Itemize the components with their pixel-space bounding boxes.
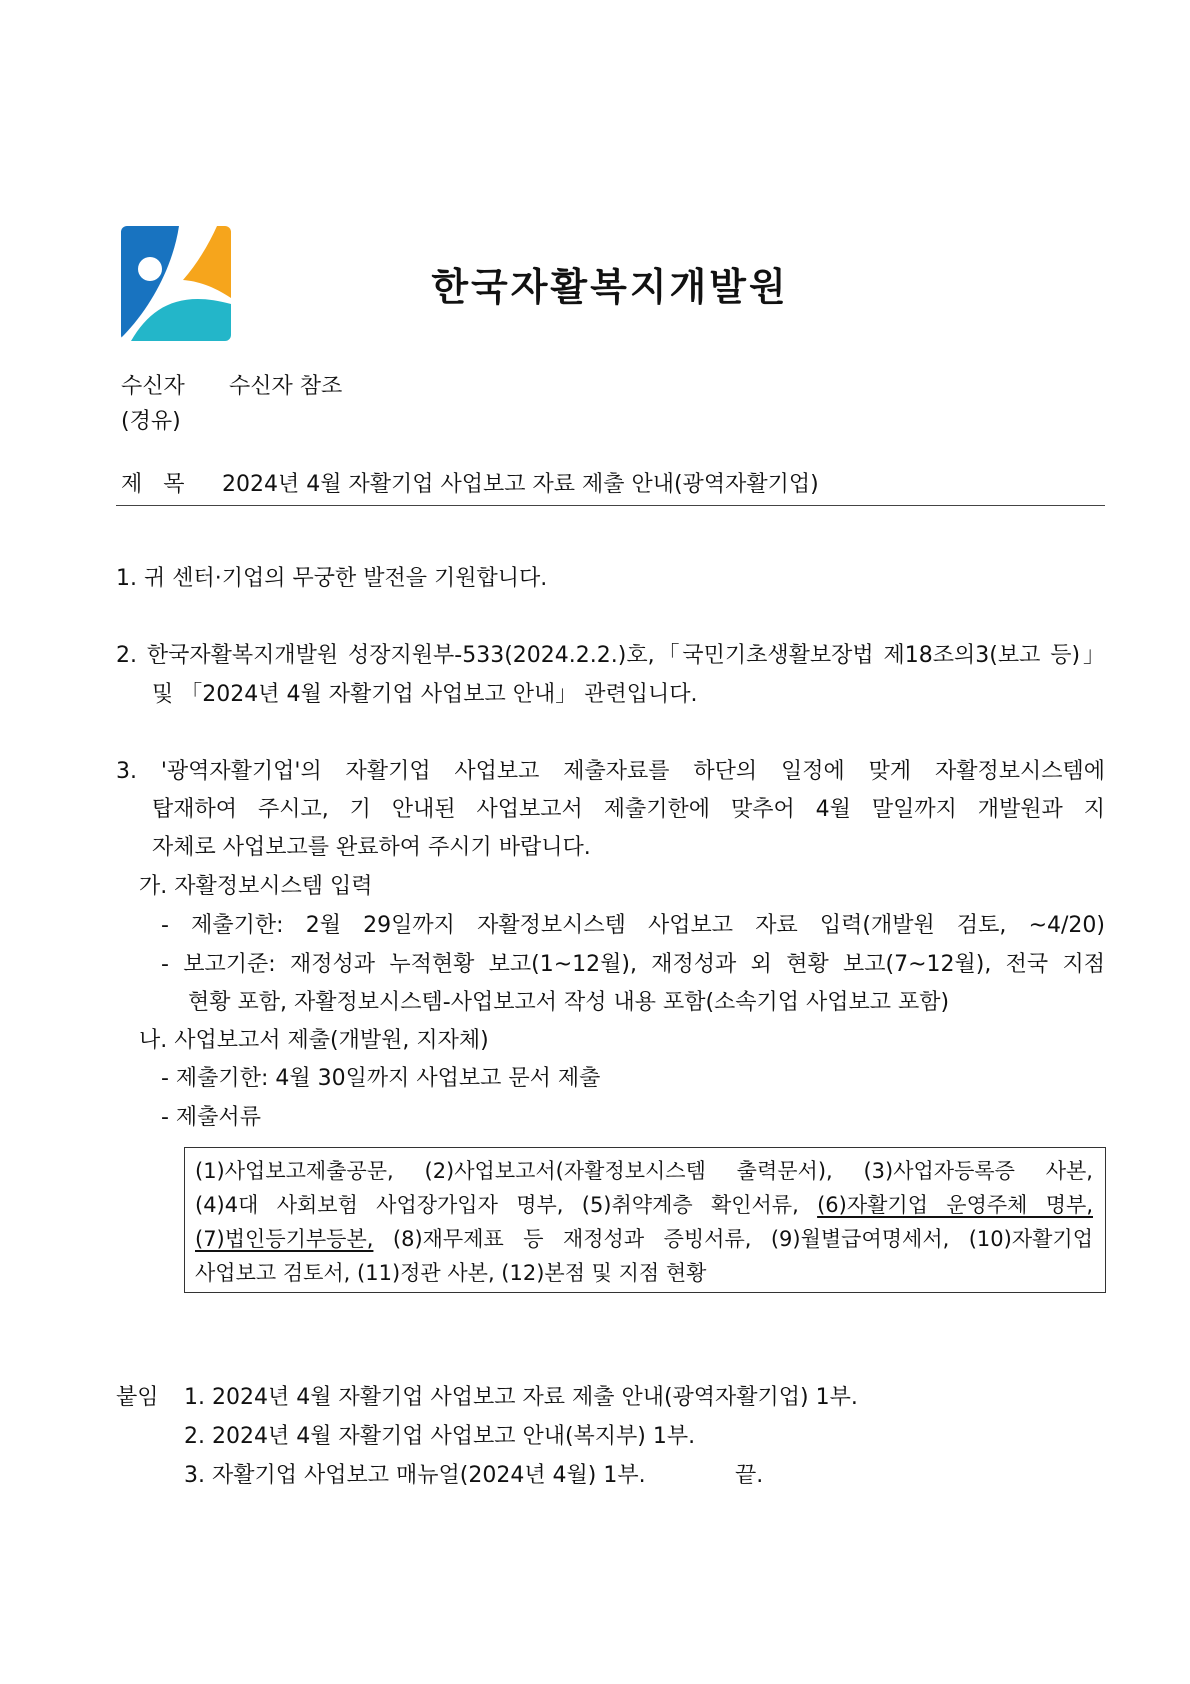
paragraph-3-line-3: 자체로 사업보고를 완료하여 주시기 바랍니다. [152, 835, 591, 860]
organization-logo [121, 226, 231, 341]
paragraph-3-line-2: 탑재하여 주시고, 기 안내된 사업보고서 제출기한에 맞추어 4월 말일까지 개발원과 지 [152, 797, 1105, 822]
subject-divider [116, 505, 1105, 506]
documents-line-2-underlined: (6)자활기업 운영주체 명부, [817, 1193, 1093, 1217]
section-ga-heading: 가. 자활정보시스템 입력 [139, 874, 373, 899]
organization-name: 한국자활복지개발원 [431, 265, 789, 309]
documents-line-3-underlined: (7)법인등기부등본, [195, 1227, 374, 1251]
recipient-label: 수신자 [121, 374, 185, 399]
attachment-2: 2. 2024년 4월 자활기업 사업보고 안내(복지부) 1부. [184, 1424, 696, 1449]
end-mark: 끝. [735, 1463, 764, 1488]
section-na-item-2: - 제출서류 [161, 1105, 261, 1130]
recipient-value: 수신자 참조 [229, 374, 343, 399]
section-na-item-1: - 제출기한: 4월 30일까지 사업보고 문서 제출 [161, 1066, 601, 1091]
section-ga-item-2-line-2: 현황 포함, 자활정보시스템-사업보고서 작성 내용 포함(소속기업 사업보고 포함) [188, 990, 950, 1015]
paragraph-3-line-1: 3. '광역자활기업'의 자활기업 사업보고 제출자료를 하단의 일정에 맞게 자활정보시스템에 [116, 759, 1105, 784]
paragraph-1: 1. 귀 센터·기업의 무궁한 발전을 기원합니다. [116, 566, 548, 591]
documents-line-3 [195, 1224, 1093, 1254]
documents-line-2 [195, 1190, 1093, 1220]
section-ga-item-2-line-1: - 보고기준: 재정성과 누적현황 보고(1~12월), 재정성과 외 현황 보고(7~12월), 전국 지점 [161, 952, 1105, 977]
documents-box [184, 1147, 1106, 1293]
subject-label: 제 목 [121, 472, 185, 497]
documents-line-2-a: (4)4대 사회보험 사업장가입자 명부, (5)취약계층 확인서류, [195, 1193, 818, 1217]
documents-line-4: 사업보고 검토서, (11)정관 사본, (12)본점 및 지점 현황 [195, 1261, 707, 1285]
documents-line-1: (1)사업보고제출공문, (2)사업보고서(자활정보시스템 출력문서), (3)사업자등록증 사본, [195, 1159, 1093, 1183]
via-label: (경유) [121, 409, 181, 434]
attachments-label: 붙임 [116, 1385, 159, 1410]
paragraph-2-line-2: 및 「2024년 4월 자활기업 사업보고 안내」 관련입니다. [152, 682, 698, 707]
paragraph-2-line-1: 2. 한국자활복지개발원 성장지원부-533(2024.2.2.)호,「국민기초생활보장법 제18조의3(보고 등)」 [116, 643, 1105, 668]
attachment-1: 1. 2024년 4월 자활기업 사업보고 자료 제출 안내(광역자활기업) 1부. [184, 1385, 858, 1410]
attachment-3: 3. 자활기업 사업보고 매뉴얼(2024년 4월) 1부. [184, 1463, 646, 1488]
documents-line-3-b: (8)재무제표 등 재정성과 증빙서류, (9)월별급여명세서, (10)자활기업 [373, 1227, 1093, 1251]
subject-text: 2024년 4월 자활기업 사업보고 자료 제출 안내(광역자활기업) [222, 472, 819, 497]
section-ga-item-1: - 제출기한: 2월 29일까지 자활정보시스템 사업보고 자료 입력(개발원 검토, ~4/20) [161, 913, 1105, 938]
section-na-heading: 나. 사업보고서 제출(개발원, 지자체) [139, 1028, 489, 1053]
